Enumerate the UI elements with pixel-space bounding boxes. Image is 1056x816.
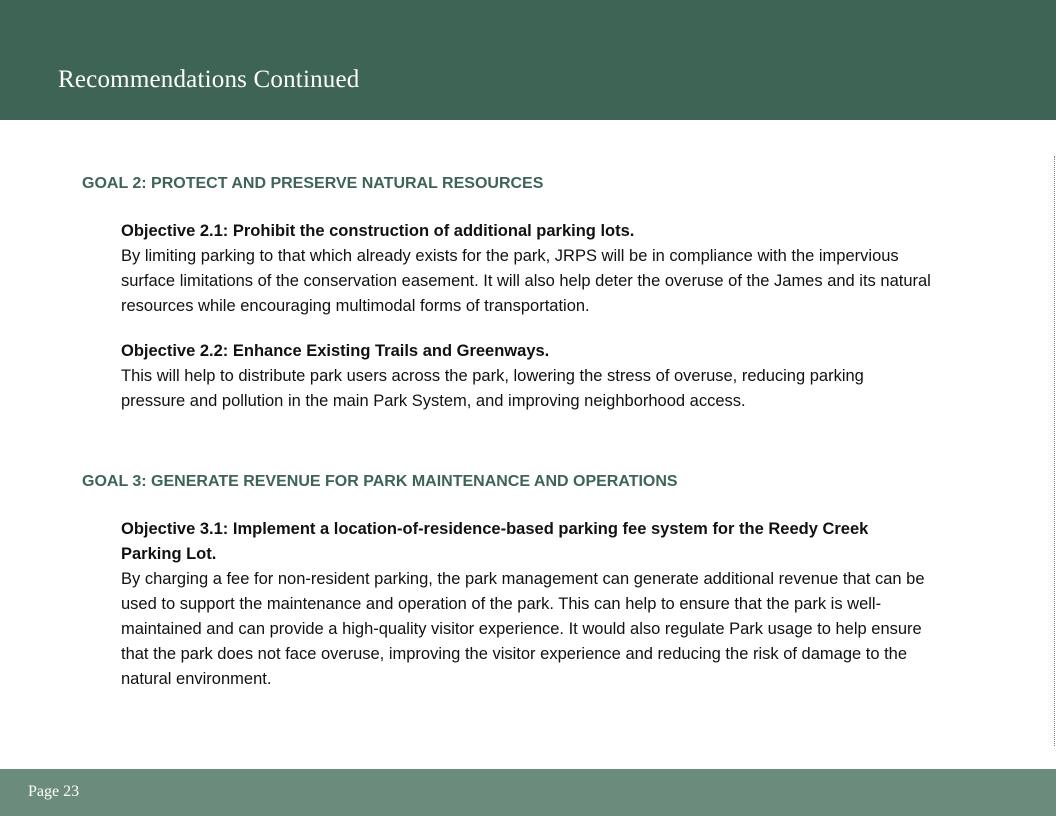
page-header — [0, 0, 1056, 120]
objective-2-1-body: By limiting parking to that which already exists for the park, JRPS will be in compliance with the impervious surface limitations of the conservation easement. It will also help deter the overuse of the James and its natural resources while encouraging multimodal forms of transportation. — [121, 247, 931, 315]
right-margin-rule — [1054, 156, 1055, 746]
objective-2-2 — [121, 339, 901, 414]
page-footer — [0, 769, 1056, 816]
page-title: Recommendations Continued — [58, 66, 360, 93]
objective-2-1 — [121, 219, 951, 319]
objective-2-2-body: This will help to distribute park users across the park, lowering the stress of overuse, reducing parking pressure and pollution in the main Park System, and improving neighborhood access. — [121, 367, 864, 410]
objective-2-1-title: Objective 2.1: Prohibit the construction of additional parking lots. — [121, 222, 635, 240]
objective-3-1-body: By charging a fee for non-resident parking, the park management can generate additional revenue that can be used to support the maintenance and operation of the park. This can help to ensure that the park is well-maintained and can provide a high-quality visitor experience. It would also regulate Park usage to help ensure that the park does not face overuse, improving the visitor experience and reducing the risk of damage to the natural environment. — [121, 570, 925, 688]
objective-3-1 — [121, 517, 931, 692]
page-number: Page 23 — [28, 783, 80, 800]
goal-2-heading: GOAL 2: PROTECT AND PRESERVE NATURAL RESOURCES — [82, 175, 544, 192]
goal-3-heading: GOAL 3: GENERATE REVENUE FOR PARK MAINTENANCE AND OPERATIONS — [82, 473, 678, 490]
objective-2-2-title: Objective 2.2: Enhance Existing Trails and Greenways. — [121, 342, 550, 360]
objective-3-1-title: Objective 3.1: Implement a location-of-residence-based parking fee system for the Reedy Creek Parking Lot. — [121, 520, 869, 563]
